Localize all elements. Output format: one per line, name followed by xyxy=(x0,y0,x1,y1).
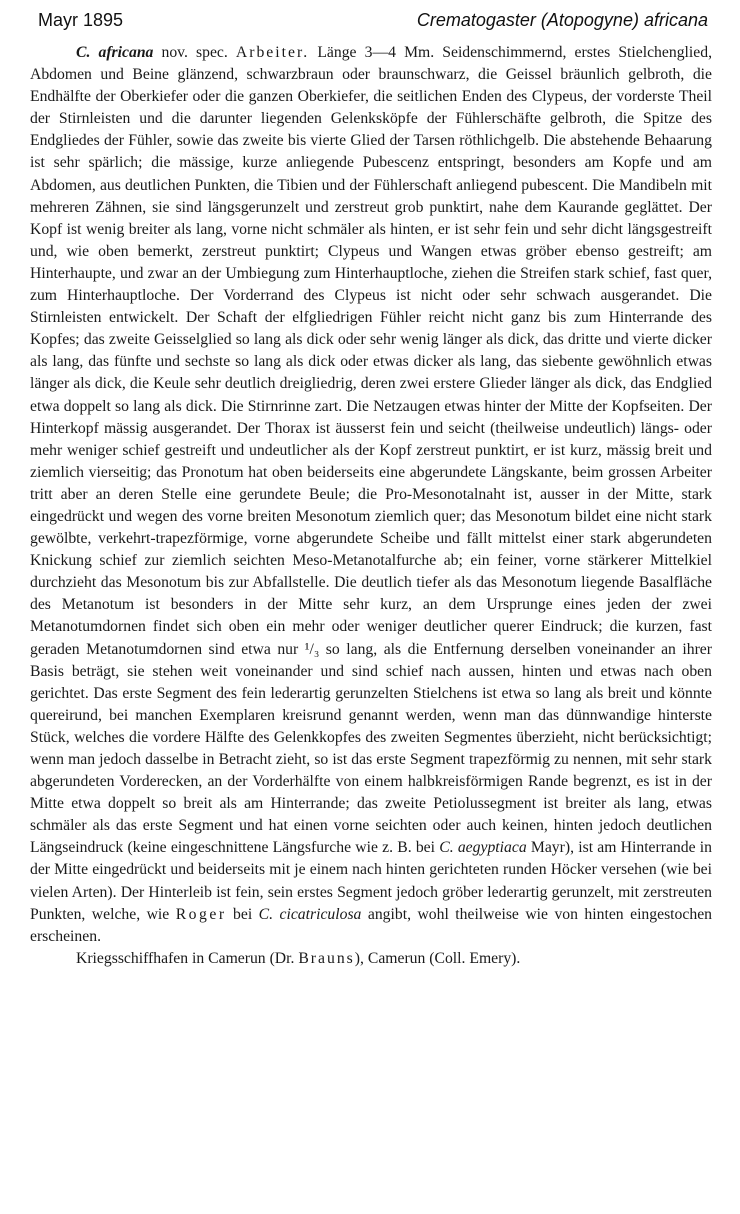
paragraph-locality xyxy=(30,948,712,970)
page-header xyxy=(30,10,712,36)
species-reference: C. aegyptiaca xyxy=(439,839,527,857)
author-name: Roger xyxy=(175,905,227,923)
caste-label: Arbeiter. xyxy=(235,44,310,61)
text-run: Kriegsschiffhafen in Camerun (Dr. xyxy=(76,949,299,967)
text-run: Mayr), ist am Hinterrande in der Mitte eingedrückt und beiderseits mit je einem nach hinten gerichteten runden Höcker versehen (wie bei vielen Arten). Der Hinterleib ist fein, sein erstes Segment jedoch gröber lederartig gerunzelt, mit zerstreuten Punkten, welche, wie xyxy=(30,839,712,923)
paragraph-description xyxy=(30,42,712,948)
header-taxon: Crematogaster (Atopogyne) africana xyxy=(416,10,708,30)
text-run: angibt, wohl theilweise wie von hinten eingestochen erscheinen. xyxy=(30,905,712,945)
description-text xyxy=(30,42,712,970)
text-run: ), Camerun (Coll. Emery). xyxy=(354,949,521,967)
species-reference: C. cicatriculosa xyxy=(258,905,362,923)
text-run: bei xyxy=(226,905,259,923)
header-author-year: Mayr 1895 xyxy=(38,10,124,30)
species-name: C. africana xyxy=(76,44,154,61)
text-run: nov. spec. xyxy=(153,44,236,61)
collector-name: Brauns xyxy=(298,949,355,967)
text-run: Länge 3—4 Mm. Seidenschimmernd, erstes Stielchenglied, Abdomen und Beine glänzend, schwarzbraun oder braunschwarz, die Geissel bräunlich gelbroth, die Endhälfte der Oberkiefer oder die ganzen Oberkiefer, die seitlichen Enden des Clypeus, der vorderste Theil der Stirnleisten und die darunter liegenden Gelenksköpfe der Fühlerschäfte gelbroth, die Spitze des Endgliedes der Fühler, sowie das zweite bis vierte Glied der Tarsen röthlichgelb. Die abstehende Behaarung ist sehr spärlich; die mässige, kurze anliegende Pubescenz entspringt, besonders am Kopfe und am Abdomen, aus deutlichen Punkten, die Tibien und der Fühlerschaft anliegend pubescent. Die Mandibeln mit mehreren Zähnen, sie sind längsgerunzelt und zerstreut grob punktirt, nahe dem Kaurande geglättet. Der Kopf ist wenig breiter als lang, vorne nicht schmäler als hinten, er ist sehr fein und sehr dicht längsgestreift und, wie oben bemerkt, zerstreut punktirt; Clypeus und Wangen etwas gröber ebenso gestreift; am Hinterhaupte, und zwar an der Umbiegung zum Hinterhauptloche, ziehen die Streifen stark schief, fast quer, zum Hinterhauptloche. Der Vorderrand des Clypeus ist nicht oder sehr schwach ausgerandet. Die Stirnleisten entwickelt. Der Schaft der elfgliedrigen Fühler reicht nicht ganz bis zum Hinterrande des Kopfes; das zweite Geisselglied so lang als dick oder sehr wenig länger als dick, das dritte und vierte dicker als lang, das fünfte und sechste so lang als dick oder etwas dicker als lang, das siebente gewöhnlich etwas länger als dick, die Keule sehr deutlich dreigliedrig, deren zwei erstere Glieder länger als dick, das Endglied etwa doppelt so lang als dick. Die Stirnrinne zart. Die Netzaugen etwas hinter der Mitte der Kopfseiten. Der Hinterkopf mässig ausgerandet. Der Thorax ist äusserst fein und seicht (theilweise undeutlich) längs- oder mehr weniger schief gestreift und undeutlicher als der Kopf zerstreut punktirt, er ist kurz, mässig breit und ziemlich vierseitig; das Pronotum hat oben beiderseits eine abgerundete Längskante, beim grossen Arbeiter tritt aber an deren Stelle eine gerundete Beule; die Pro-Mesonotalnaht ist, ausser in der Mitte, stark eingedrückt und wegen des vorne breiten Mesonotum ziemlich quer; das Mesonotum bildet eine nicht stark gewölbte, verkehrt-trapezförmige, vorne abgerundete Scheibe und fällt mittelst einer stark abgerundeten Knickung schief zur ziemlich seichten Meso-Metanotalfurche ab; ein feiner, vorne stärkerer Mittelkiel durchzieht das Mesonotum bis zur Abfallstelle. Die deutlich tiefer als das Mesonotum liegende Basalfläche des Metanotum ist besonders in der Mitte sehr kurz, an dem Ursprunge eines jeden der zwei Metanotumdornen findet sich oben ein mehr oder weniger deutlicher querer Eindruck; die kurzen, fast geraden Metanotumdornen sind etwa nur ¹/₃ so lang, als die Entfernung derselben voneinander an ihrer Basis beträgt, sie stehen weit voneinander und sind schief nach aussen, hinten und etwas nach oben gerichtet. Das erste Segment des fein lederartig gerunzelten Stielchens ist etwa so lang als breit und könnte quereirund, bei manchen Exemplaren kreisrund genannt werden, wenn man das dünnwandige hinterste Stück, welches die vordere Hälfte des Gelenkkopfes des zweiten Segmentes überzieht, nicht berücksichtigt; wenn man jedoch dasselbe in Betracht zieht, so ist das erste Segment trapezförmig zu nennen, mit sehr stark abgerundeten Vorderecken, an der Vorderhälfte von einem halbkreisförmigen Rande begrenzt, es ist in der Mitte etwa doppelt so breit als am Hinterrande; das zweite Petiolussegment ist breiter als lang, etwas schmäler als das erste Segment und hat einen vorne seichten oder auch keinen, hinten jedoch deutlichen Längseindruck (keine eingeschnittene Längsfurche wie z. B. bei xyxy=(30,44,712,857)
